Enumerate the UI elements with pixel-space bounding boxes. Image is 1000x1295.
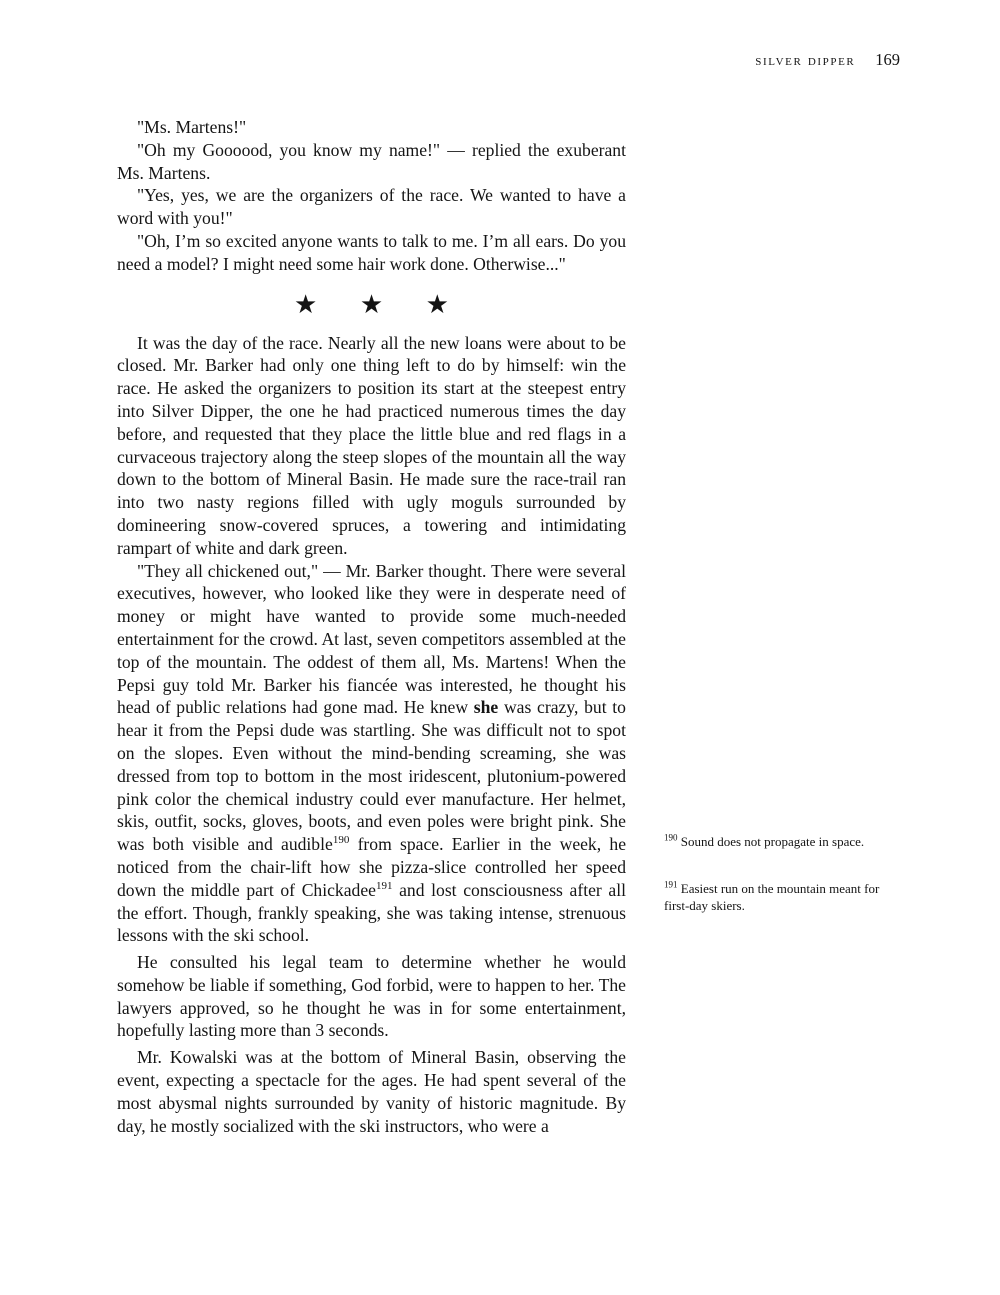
footnote-ref-190[interactable]: 190	[332, 834, 350, 847]
text-run: from space. Earlier in the week, he noticed from the chair-lift how she pizza-slice controlled her speed down the middle part of Chickadee	[117, 834, 626, 900]
text-run: "They all chickened out," — Mr. Barker thought. There were several executives, however, who looked like they were in desperate need of money or might have wanted to provide some much-needed entertainment for the crowd. At last, seven competitors assembled at the top of the mountain. The oddest of them all, Ms. Martens! When the Pepsi guy told Mr. Barker his fiancée was interested, he thought his head of public relations had gone mad. He knew	[117, 560, 626, 718]
emphasis-she: she	[473, 697, 499, 718]
dialogue-paragraph: "Oh my Goooood, you know my name!" — replied the exuberant Ms. Martens.	[117, 139, 626, 183]
dialogue-paragraph: "Ms. Martens!"	[137, 117, 247, 137]
dialogue-paragraph: "Yes, yes, we are the organizers of the race. We wanted to have a word with you!"	[117, 185, 626, 229]
body-paragraph: Mr. Kowalski was at the bottom of Mineral Basin, observing the event, expecting a spectacle for the ages. He had spent several of the most abysmal nights surrounded by vanity of historic magnitude. By day, he mostly socialized with the ski instructors, who were a	[117, 1047, 626, 1136]
page-number: 169	[875, 50, 900, 69]
sidenote-191	[664, 880, 900, 914]
sidenote-number: 190	[664, 832, 678, 843]
sidenote-number: 191	[664, 879, 678, 890]
sidenote-text: Sound does not propagate in space.	[680, 834, 865, 849]
main-text-column	[117, 116, 626, 1137]
body-paragraph	[117, 560, 626, 948]
text-run: was crazy, but to hear it from the Pepsi dude was startling. She was difficult not to spot on the slopes. Even without the mind-bending screaming, she was dressed from top to bottom in the most iridescent, plutonium-powered pink color the chemical industry could ever manufacture. Her helmet, skis, outfit, socks, gloves, boots, and even poles were bright pink. She was both visible and audible	[117, 697, 626, 855]
dialogue-paragraph: "Oh, I’m so excited anyone wants to talk to me. I’m all ears. Do you need a model? I might need some hair work done. Otherwise..."	[117, 230, 626, 274]
body-paragraph: It was the day of the race. Nearly all the new loans were about to be closed. Mr. Barker had only one thing left to do by himself: win the race. He asked the organizers to position its start at the steepest entry into Silver Dipper, the one he had practiced numerous times the day before, and requested that they place the little blue and red flags in a curvaceous trajectory along the steep slopes of the mountain all the way down to the bottom of Mineral Basin. He made sure the race-trail ran into two nasty regions filled with ugly moguls surrounded by domineering snow-covered spruces, a towering and intimidating rampart of white and dark green.	[117, 332, 626, 558]
running-header	[755, 50, 900, 70]
text-run: and lost consciousness after all the effort. Though, frankly speaking, she was taking intense, strenuous lessons with the ski school.	[117, 879, 626, 946]
sidenote-190	[664, 833, 900, 850]
section-break-stars: ★ ★ ★	[294, 289, 467, 319]
sidenote-text: Easiest run on the mountain meant for first-day skiers.	[664, 881, 880, 913]
body-paragraph: He consulted his legal team to determine whether he would somehow be liable if something, God forbid, were to happen to her. The lawyers approved, so he thought he was in for some entertainment, hopefully lasting more than 3 seconds.	[117, 952, 626, 1041]
footnote-ref-191[interactable]: 191	[375, 879, 393, 892]
running-title: silver dipper	[755, 52, 856, 69]
